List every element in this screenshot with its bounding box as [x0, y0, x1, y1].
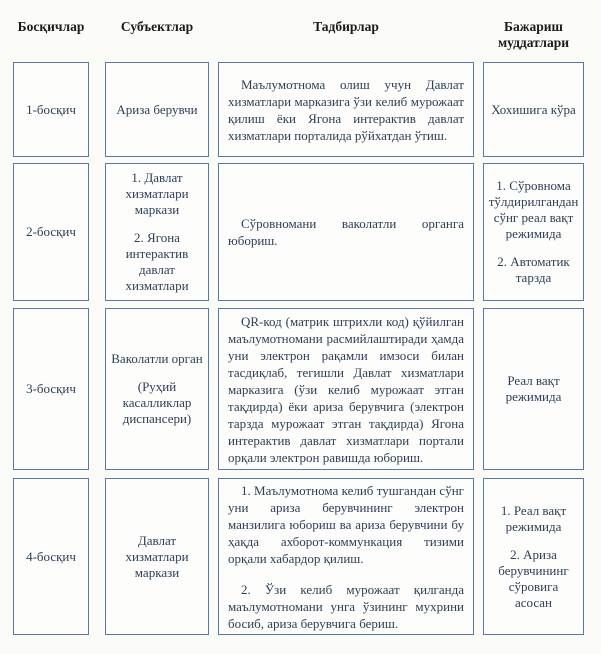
- deadline-cell-row4: [483, 478, 584, 635]
- activity-text: Сўровномани ваколатли органга юбориш.: [228, 216, 464, 248]
- stage-label: 4-босқич: [26, 548, 76, 564]
- subject-cell-row4: [105, 478, 209, 635]
- deadline-text: 1. Реал вақт режимида: [500, 502, 567, 534]
- subject-cell-row2: [105, 163, 209, 301]
- activity-text: 2. Ўзи келиб мурожаат қилганда маълумотномани унга ўзининг мухрини босиб, ариза берувчига бериш.: [228, 581, 464, 631]
- activity-text: QR-код (матрик штрихли код) қўйилган маълумотномани расмийлаштиради ҳамда уни электрон рақамли имзоси билан тасдиқлаб, тегишли Давлат хизматлари марказига (ўзи келиб мурожаат этган тақдирда) ёки ариза берувчига (электрон тарзда мурожаат этган тақдирда) Ягона интерактив давлат хизматлари портали орқали электрон равишда юбориш.: [228, 313, 464, 465]
- deadline-text: 2. Автоматик тарзда: [497, 254, 570, 285]
- activity-cell-row4: [218, 478, 474, 635]
- deadline-cell-row3: [483, 308, 584, 470]
- stage-cell-row3: [13, 308, 89, 470]
- deadline-text: 2. Ариза берувчининг сўровига асосан: [498, 546, 569, 610]
- subject-text: Давлат хизматлари маркази: [125, 532, 189, 580]
- stage-label: 3-босқич: [26, 381, 76, 396]
- deadline-text: 1. Сўровнома тўлдирилгандан сўнг реал вақт режимида: [488, 178, 579, 241]
- subject-text: Ваколатли орган: [111, 351, 203, 366]
- stage-cell-row1: [13, 62, 89, 157]
- column-header-deadlines: Бажариш муддатлари: [497, 19, 570, 50]
- deadline-cell-row1: [483, 62, 584, 157]
- column-header-subjects: Субъектлар: [120, 19, 194, 34]
- subject-cell-row3: [105, 308, 209, 470]
- activity-cell-row2: [218, 163, 474, 301]
- activity-text: Маълумотнома олиш учун Давлат хизматлари марказига ўзи келиб мурожаат қилиш ёки Ягона интерактив давлат хизматлари порталида рўйхатдан ўтиш.: [228, 76, 464, 143]
- activity-cell-row1: [218, 62, 474, 157]
- deadline-text: Хохишига кўра: [491, 101, 576, 117]
- subject-text: 1. Давлат хизматлари маркази: [125, 170, 189, 217]
- subject-text: Ариза берувчи: [116, 101, 198, 117]
- stage-label: 1-босқич: [26, 101, 76, 117]
- deadline-text: Реал вақт режимида: [505, 373, 562, 404]
- stage-cell-row2: [13, 163, 89, 301]
- subject-cell-row1: [105, 62, 209, 157]
- activity-text: 1. Маълумотнома келиб тушгандан сўнг уни ариза берувчининг электрон манзилига юбориш ва ариза берувчини бу ҳақда ахборот-коммункация тизими орқали хабардор қилиш.: [228, 482, 464, 566]
- activity-cell-row3: [218, 308, 474, 470]
- subject-text: 2. Ягона интерактив давлат хизматлари: [125, 230, 189, 293]
- column-header-stages: Босқичлар: [17, 19, 85, 34]
- deadline-cell-row2: [483, 163, 584, 301]
- stage-cell-row4: [13, 478, 89, 635]
- subject-text: (Руҳий касалликлар диспансери): [122, 379, 192, 426]
- column-header-activities: Тадбирлар: [313, 19, 379, 34]
- stage-label: 2-босқич: [26, 224, 76, 239]
